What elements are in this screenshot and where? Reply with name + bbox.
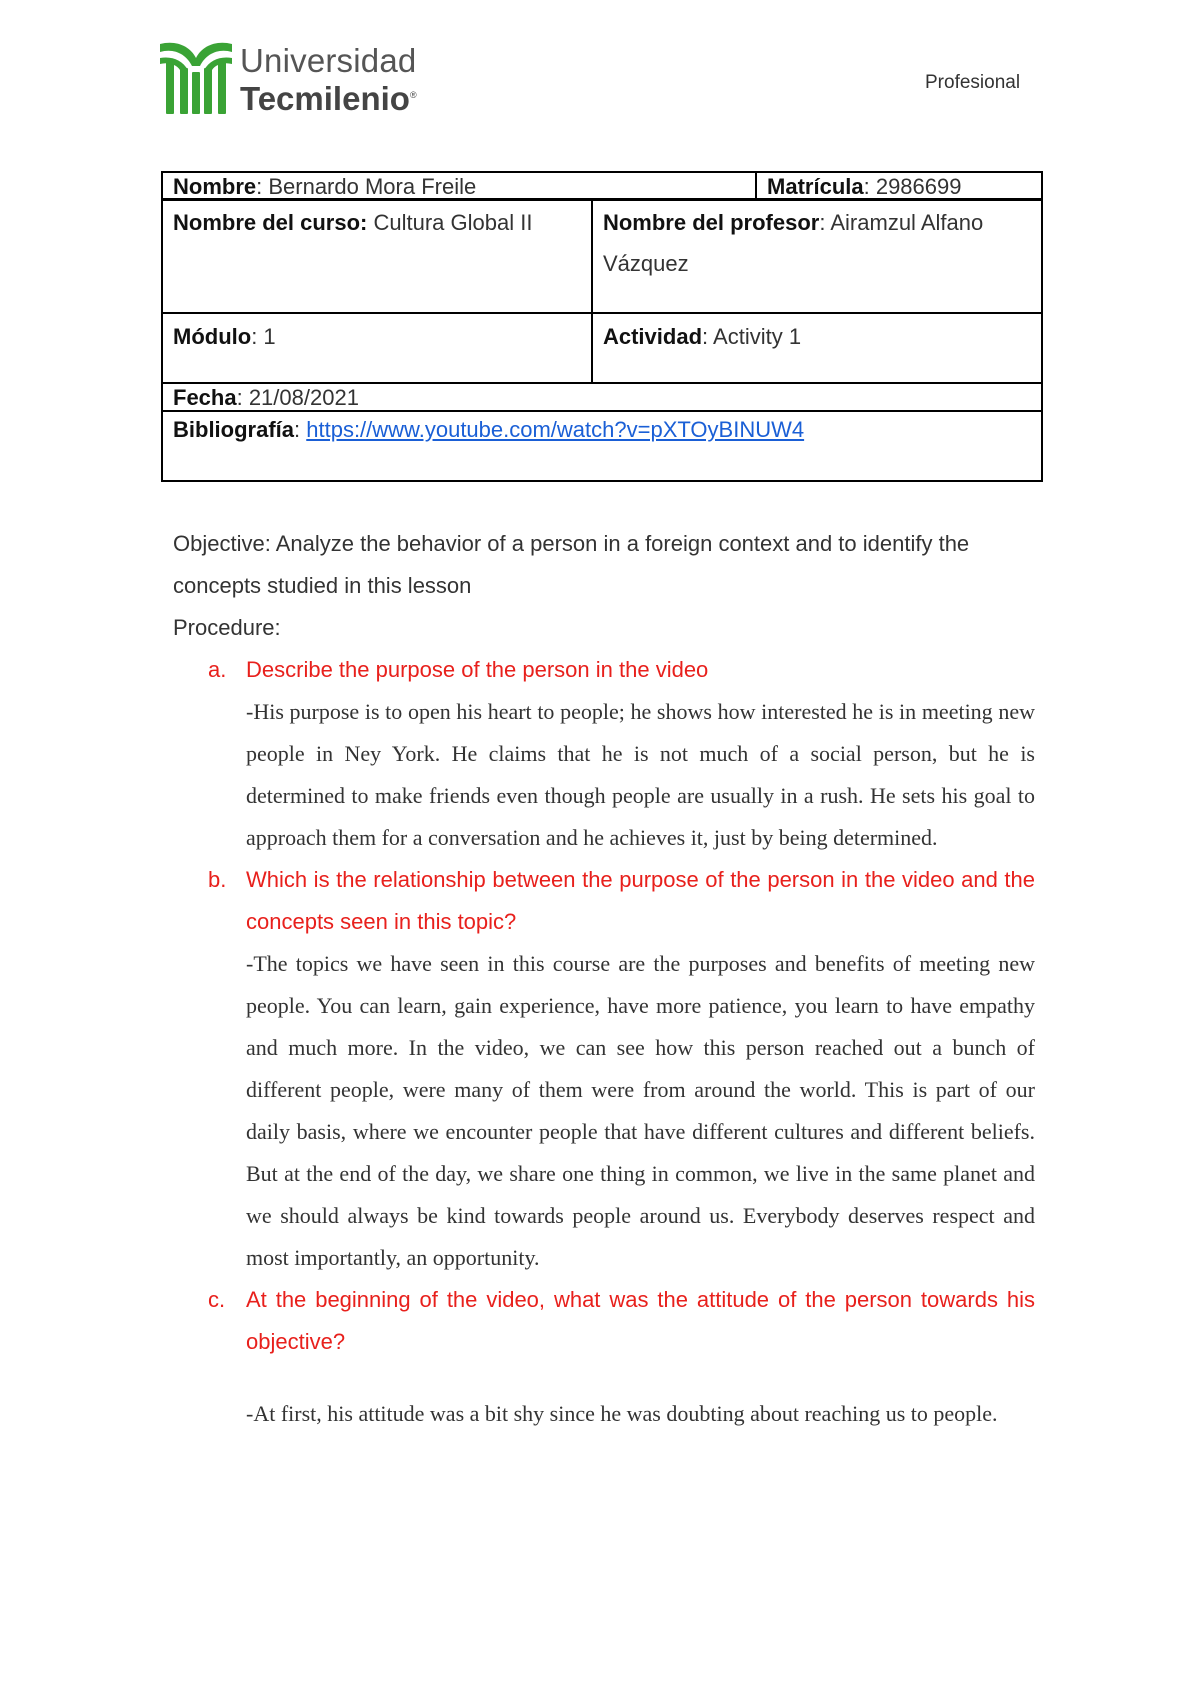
curso-value: Cultura Global II bbox=[367, 210, 533, 235]
fecha-value: : 21/08/2021 bbox=[236, 385, 359, 410]
header-label: Profesional bbox=[925, 72, 1021, 93]
answer-a: -His purpose is to open his heart to people; he shows how interested he is in meeting new people in Ney York. He claims that he is not much of a social person, but he is determined to make friends even though people are usually in a rush. He sets his goal to approach them for a conversation and he achieves it, just by being determined. bbox=[246, 699, 1035, 850]
actividad-cell bbox=[592, 313, 1042, 383]
question-text-a: Describe the purpose of the person in the video bbox=[246, 657, 709, 682]
matricula-cell bbox=[756, 172, 1042, 200]
curso-cell bbox=[162, 199, 592, 313]
question-b bbox=[173, 859, 1035, 943]
matricula-value: : 2986699 bbox=[863, 174, 962, 199]
info-row-bibliografia bbox=[162, 411, 1042, 481]
bibliografia-link[interactable]: https://www.youtube.com/watch?v=pXTOyBINUW4 bbox=[306, 417, 805, 442]
university-logo bbox=[158, 38, 448, 118]
info-row-nombre bbox=[162, 172, 1042, 200]
nombre-cell bbox=[162, 172, 756, 200]
modulo-label: Módulo bbox=[173, 324, 252, 349]
procedure-label: Procedure: bbox=[173, 615, 281, 640]
profesor-label: Nombre del profesor bbox=[602, 210, 820, 235]
question-c bbox=[173, 1279, 1035, 1363]
info-row-curso bbox=[162, 199, 1042, 313]
answer-c: -At first, his attitude was a bit shy since he was doubting about reaching us to people. bbox=[246, 1401, 998, 1426]
fecha-label: Fecha bbox=[173, 385, 237, 410]
actividad-label: Actividad bbox=[602, 324, 703, 349]
logo-text-tecmilenio: Tecmilenio® bbox=[240, 80, 417, 117]
curso-label: Nombre del curso: bbox=[173, 210, 368, 235]
question-marker-b: b. bbox=[208, 867, 227, 892]
bibliografia-cell bbox=[162, 411, 1042, 481]
logo-text-universidad: Universidad bbox=[240, 42, 417, 79]
document-body bbox=[173, 523, 1035, 1435]
matricula-label: Matrícula bbox=[767, 174, 864, 199]
bibliografia-separator: : bbox=[294, 417, 307, 442]
nombre-value: : Bernardo Mora Freile bbox=[256, 174, 477, 199]
registered-mark: ® bbox=[409, 90, 417, 100]
question-text-b: Which is the relationship between the purpose of the person in the video and the concepts seen in this topic? bbox=[246, 867, 1035, 934]
profesor-value: : Airamzul Alfano Vázquez bbox=[602, 210, 984, 276]
paragraph-gap bbox=[173, 1363, 1035, 1393]
answer-b: -The topics we have seen in this course are the purposes and benefits of meeting new people. You can learn, gain experience, have more patience, you learn to have empathy and much more. In the video, we can see how this person reached out a bunch of different people, were many of them were from around the world. This is part of our daily basis, where we encounter people that have different cultures and different beliefs. But at the end of the day, we share one thing in common, we live in the same planet and we should always be kind towards people around us. Everybody deserves respect and most importantly, an opportunity. bbox=[246, 951, 1035, 1270]
profesor-cell bbox=[592, 199, 1042, 313]
logo-emblem-icon bbox=[158, 38, 234, 116]
question-text-c: At the beginning of the video, what was the attitude of the person towards his objective? bbox=[246, 1287, 1035, 1354]
actividad-value: : Activity 1 bbox=[702, 324, 802, 349]
question-a bbox=[173, 649, 1035, 691]
info-row-fecha bbox=[162, 383, 1042, 411]
fecha-cell bbox=[162, 383, 1042, 411]
info-table-2 bbox=[161, 198, 1043, 482]
modulo-cell bbox=[162, 313, 592, 383]
question-marker-a: a. bbox=[208, 657, 227, 682]
nombre-label: Nombre bbox=[173, 174, 257, 199]
info-row-modulo bbox=[162, 313, 1042, 383]
bibliografia-label: Bibliografía bbox=[173, 417, 295, 442]
question-marker-c: c. bbox=[208, 1287, 226, 1312]
objective-text: Objective: Analyze the behavior of a person in a foreign context and to identify the concepts studied in this lesson bbox=[173, 531, 970, 598]
info-table bbox=[161, 171, 1043, 201]
modulo-value: : 1 bbox=[251, 324, 276, 349]
